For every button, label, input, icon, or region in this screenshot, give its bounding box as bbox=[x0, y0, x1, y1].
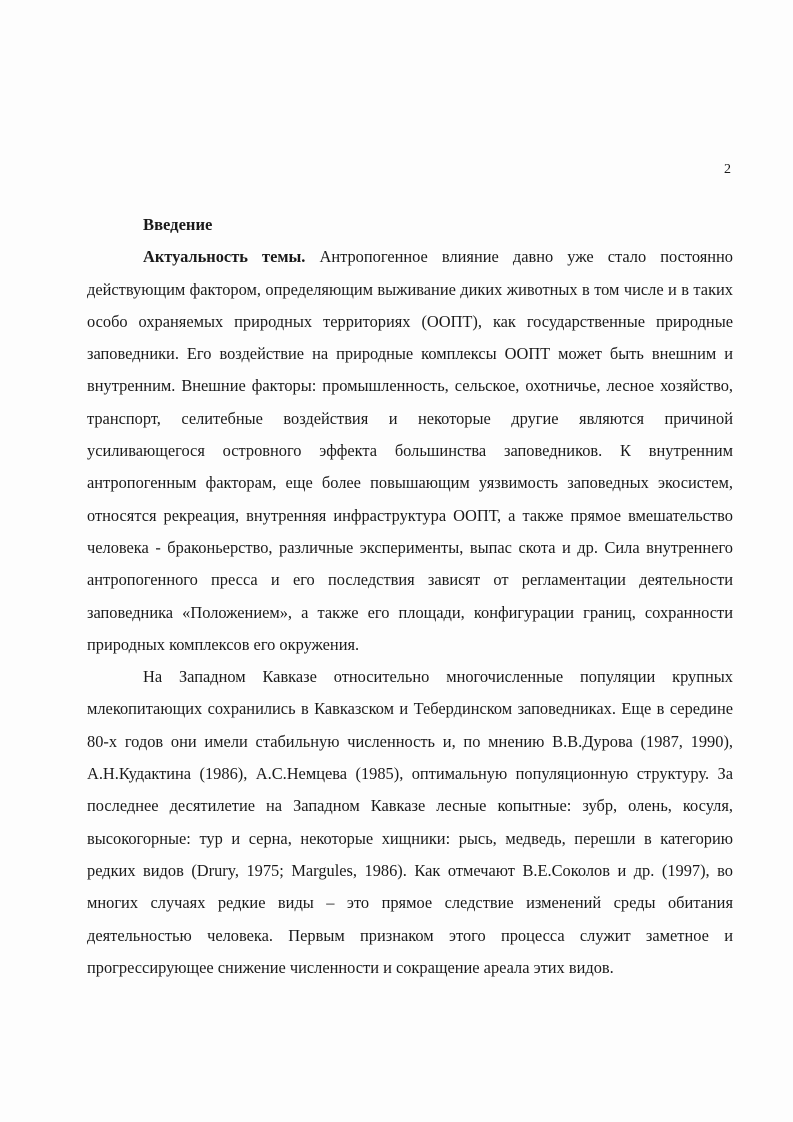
paragraph-relevance bbox=[87, 241, 733, 661]
section-heading: Введение bbox=[143, 215, 213, 234]
page-body bbox=[87, 209, 733, 984]
paragraph-caucasus bbox=[87, 661, 733, 984]
paragraph-lead: Актуальность темы. bbox=[143, 247, 306, 267]
paragraph-text: Антропогенное влияние давно уже стало постоянно действующим фактором, определяющим выживание диких животных в том числе и в таких особо охраняемых природных территориях (ООПТ), как государственные природные заповедники. Его воздействие на природные комплексы ООПТ может быть внешним и внутренним. Внешние факторы: промышленность, сельское, охотничье, лесное хозяйство, транспорт, селитебные воздействия и некоторые другие являются причиной усиливающегося островного эффекта большинства заповедников. К внутренним антропогенным факторам, еще более повышающим уязвимость заповедных экосистем, относятся рекреация, внутренняя инфраструктура ООПТ, а также прямое вмешательство человека - браконьерство, различные эксперименты, выпас скота и др. Сила внутреннего антропогенного пресса и его последствия зависят от регламентации деятельности заповедника «Положением», а также его площади, конфигурации границ, сохранности природных комплексов его окружения. bbox=[87, 247, 733, 654]
paragraph-text: На Западном Кавказе относительно многочисленные популяции крупных млекопитающих сохранились в Кавказском и Тебердинском заповедниках. Еще в середине 80-х годов они имели стабильную численность и, по мнению В.В.Дурова (1987, 1990), А.Н.Кудактина (1986), А.С.Немцева (1985), оптимальную популяционную структуру. За последнее десятилетие на Западном Кавказе лесные копытные: зубр, олень, косуля, высокогорные: тур и серна, некоторые хищники: рысь, медведь, перешли в категорию редких видов (Drury, 1975; Margules, 1986). Как отмечают В.Е.Соколов и др. (1997), во многих случаях редкие виды – это прямое следствие изменений среды обитания деятельностью человека. Первым признаком этого процесса служит заметное и прогрессирующее снижение численности и сокращение ареала этих видов. bbox=[87, 667, 733, 977]
page-number: 2 bbox=[724, 162, 731, 177]
